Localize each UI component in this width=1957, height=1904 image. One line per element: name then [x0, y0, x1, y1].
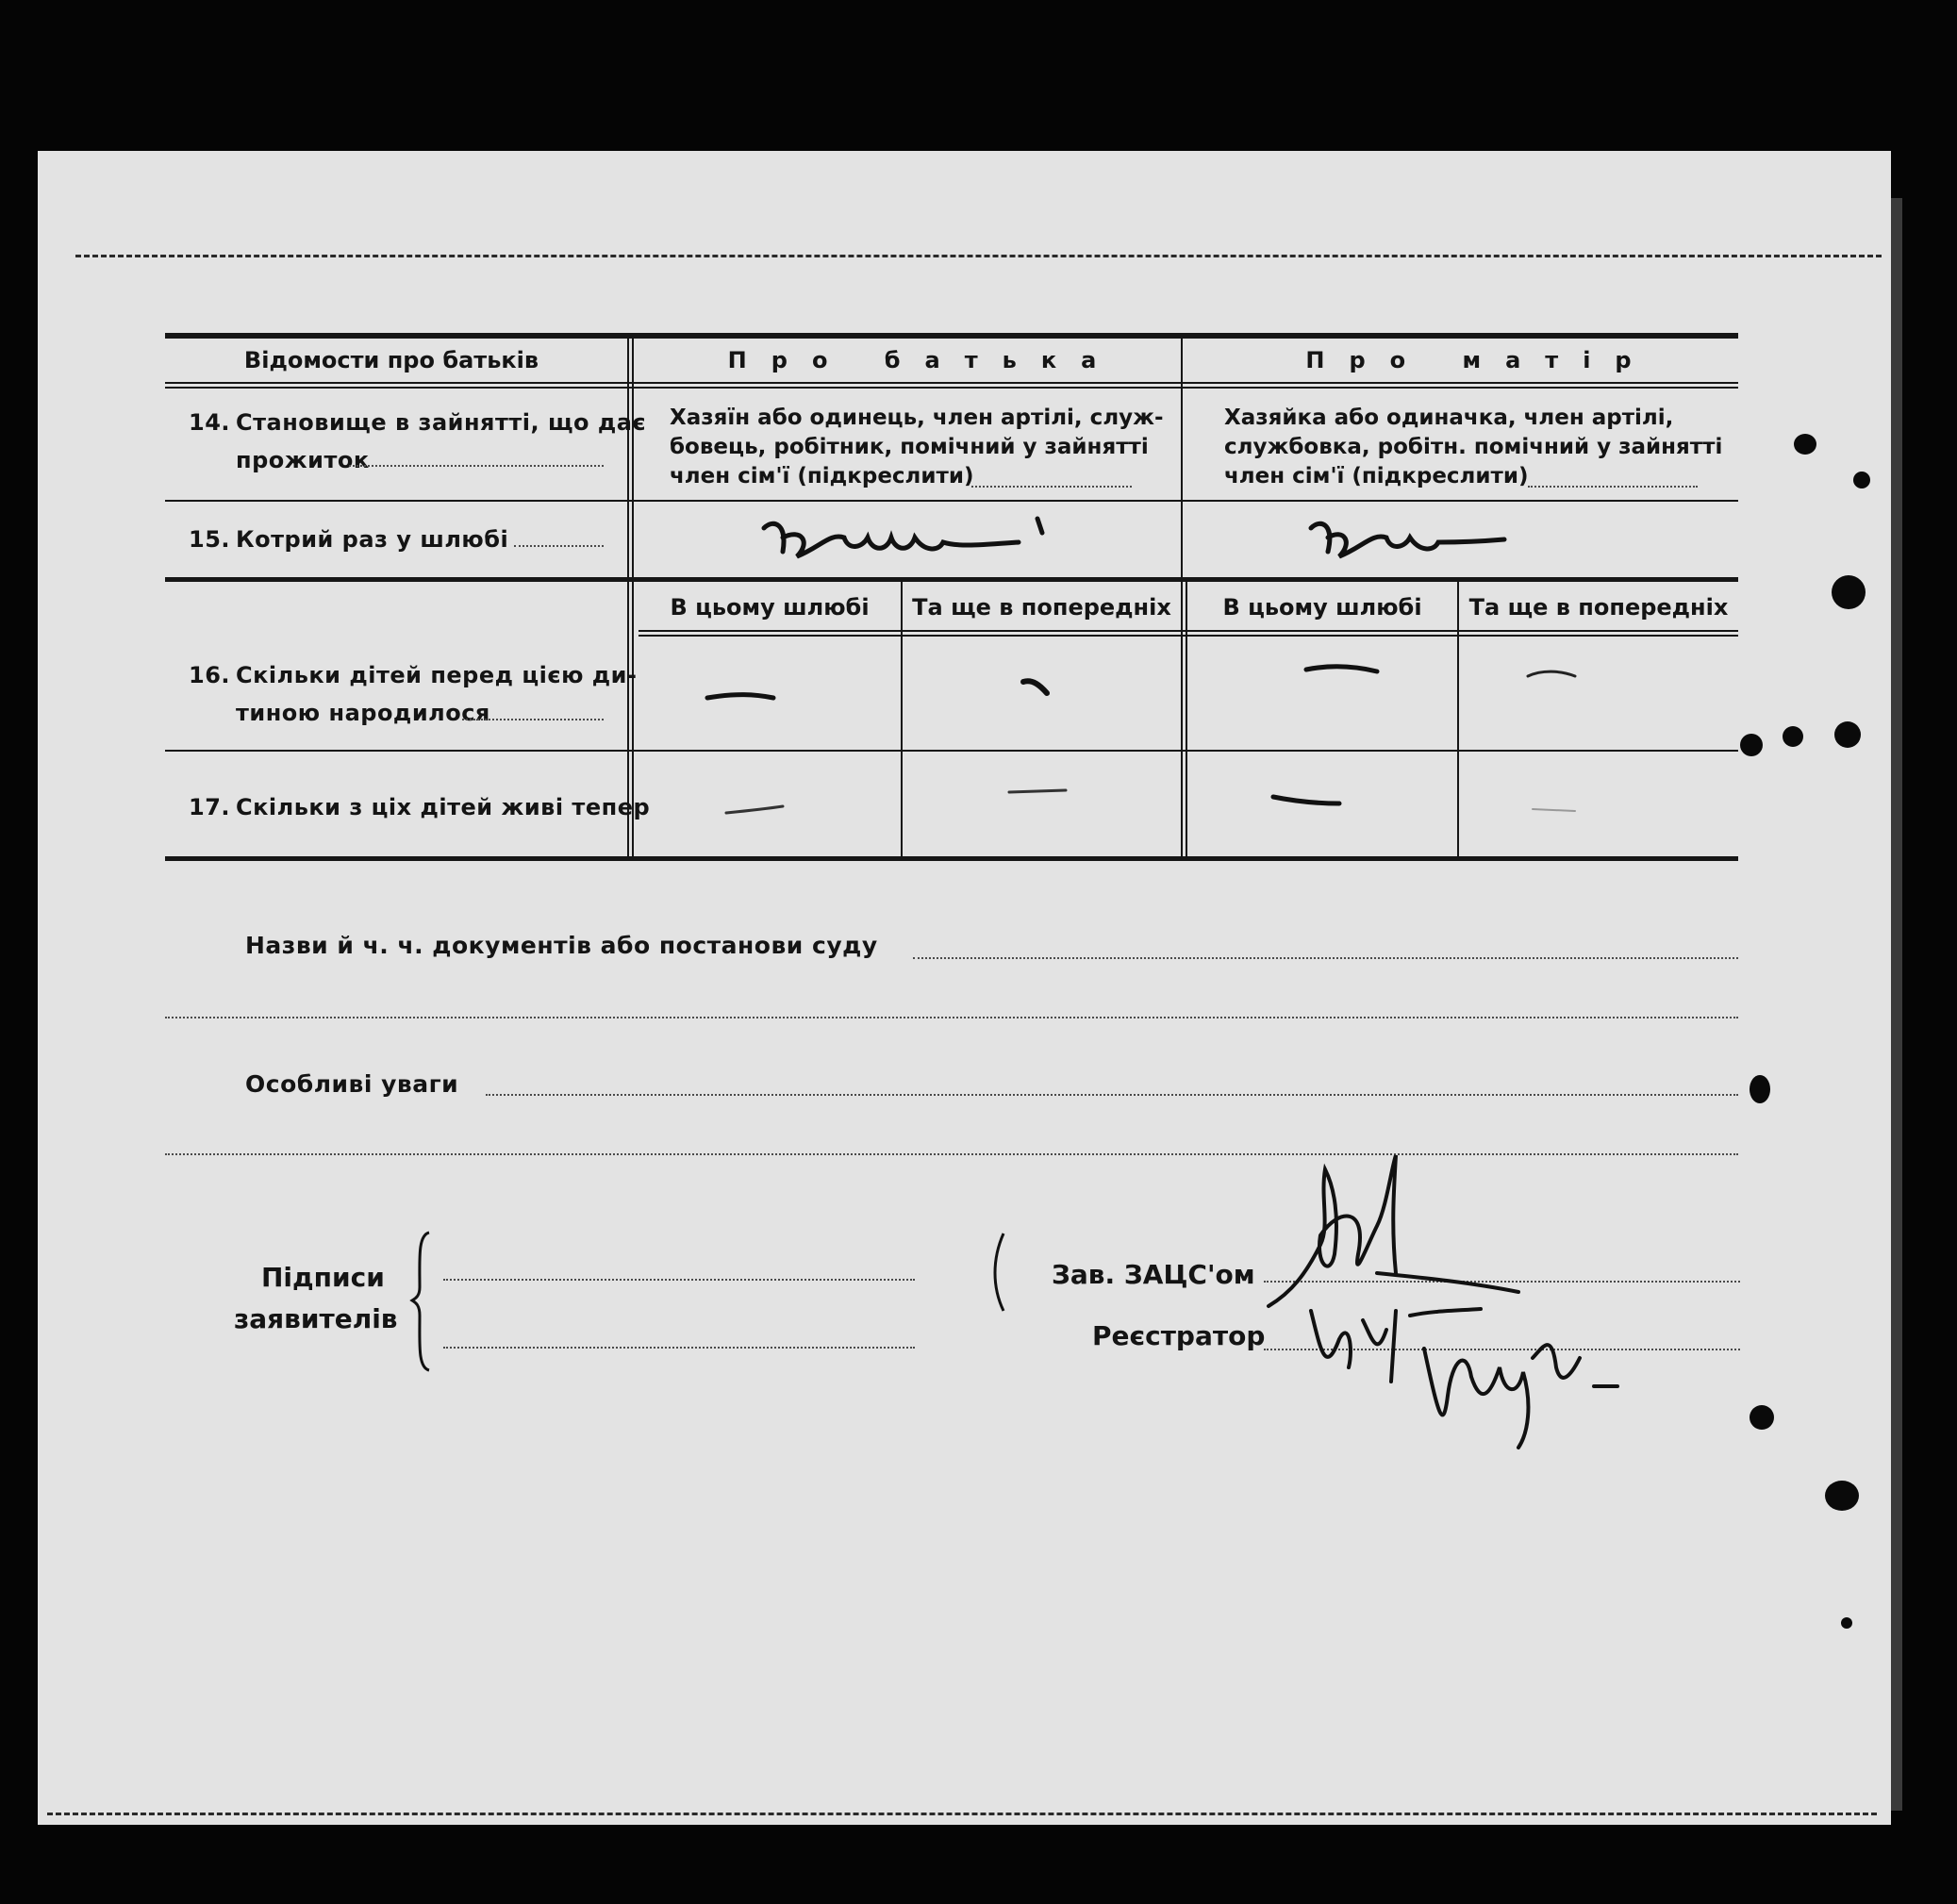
row15-label-leader	[514, 545, 604, 547]
dash-16-father-this	[698, 688, 811, 707]
subheader-father-prev: Та ще в попередніх	[912, 594, 1171, 621]
row15-number: 15.	[189, 526, 231, 553]
dash-16-mother-prev	[1523, 665, 1617, 684]
perforation-line	[75, 255, 1882, 257]
col-divider-father-sub	[901, 582, 903, 861]
row14-mother-2: службовка, робітн. помічний у зайнятті	[1224, 435, 1723, 459]
remarks-label: Особливі уваги	[245, 1070, 459, 1098]
punch-hole	[1825, 1481, 1859, 1511]
row14-father-leader	[971, 486, 1132, 488]
header-bottom-rule	[165, 382, 1738, 384]
dash-16-father-prev	[1014, 674, 1089, 703]
row14-label-leader	[349, 465, 604, 467]
header-mother: Про матір	[1305, 347, 1656, 373]
handwriting-mother-marriage-count	[1292, 500, 1575, 585]
row16-label-2: тиною народилося	[236, 700, 490, 726]
row16-bottom-rule	[165, 750, 1738, 752]
bottom-perforation-line	[47, 1813, 1877, 1815]
punch-hole	[1794, 434, 1816, 455]
registrar-signature	[1283, 1292, 1698, 1452]
applicants-signatures-label-2: заявителів	[234, 1303, 398, 1334]
subheader-father-this: В цьому шлюбі	[670, 594, 870, 621]
punch-hole	[1841, 1617, 1852, 1629]
row14-label-2: прожиток	[236, 447, 370, 473]
documents-line-2[interactable]	[165, 1017, 1738, 1018]
row14-label-1: Становище в зайнятті, що дає	[236, 409, 647, 436]
subheader-mother-this: В цьому шлюбі	[1222, 594, 1422, 621]
row15-label: Котрий раз у шлюбі	[236, 526, 509, 553]
punch-hole	[1750, 1405, 1774, 1430]
subheader-mother-prev: Та ще в попередніх	[1468, 594, 1729, 621]
punch-hole	[1750, 1075, 1770, 1103]
sheet-right-edge	[1891, 198, 1902, 1811]
subheader-bottom-rule-2	[639, 635, 1738, 637]
header-father: Про батька	[727, 347, 1121, 373]
header-info: Відомости про батьків	[243, 347, 539, 373]
head-zags-label: Зав. ЗАЦС'ом	[1052, 1259, 1255, 1290]
dash-17-mother-this	[1269, 792, 1382, 811]
row16-label-leader	[462, 719, 604, 720]
row17-number: 17.	[189, 794, 231, 820]
col-divider-2	[1181, 339, 1183, 861]
dash-17-father-prev	[1004, 783, 1099, 802]
table-bottom-border	[165, 856, 1738, 861]
dash-17-father-this	[721, 802, 816, 820]
punch-hole	[1740, 734, 1763, 756]
row17-label: Скільки з ціх дітей живі тепер	[236, 794, 651, 820]
row14-mother-3: член сім'ї (підкреслити)	[1224, 464, 1529, 488]
row16-label-1: Скільки дітей перед цією ди-	[236, 662, 638, 688]
applicant-signature-line-1[interactable]	[443, 1279, 915, 1281]
col-divider-mother-sub	[1457, 582, 1459, 861]
applicants-brace	[410, 1231, 439, 1372]
punch-hole	[1832, 575, 1866, 609]
left-paren-mark	[990, 1231, 1009, 1316]
row14-mother-leader	[1528, 486, 1698, 488]
subheader-bottom-rule	[639, 630, 1738, 632]
applicant-signature-line-2[interactable]	[443, 1347, 915, 1349]
form-sheet	[38, 151, 1891, 1825]
documents-line-1[interactable]	[913, 957, 1738, 959]
dash-17-mother-prev	[1528, 802, 1622, 820]
punch-hole	[1834, 721, 1861, 748]
punch-hole	[1783, 726, 1803, 747]
punch-hole	[1853, 472, 1870, 488]
row14-father-2: бовець, робітник, помічний у зайнятті	[670, 435, 1149, 459]
row14-mother-1: Хазяйка або одиначка, член артілі,	[1224, 406, 1674, 430]
row14-father-1: Хазяїн або одинець, член артілі, служ-	[670, 406, 1164, 430]
applicants-signatures-label-1: Підписи	[261, 1262, 385, 1293]
col-divider-2b	[1186, 582, 1187, 861]
registrar-label: Реєстратор	[1092, 1320, 1266, 1351]
row14-number: 14.	[189, 409, 231, 436]
handwriting-father-marriage-count	[755, 500, 1132, 585]
header-bottom-rule-2	[165, 387, 1738, 389]
row16-number: 16.	[189, 662, 231, 688]
table-top-border	[165, 333, 1738, 339]
dash-16-mother-this	[1302, 660, 1415, 679]
remarks-line-1[interactable]	[486, 1094, 1738, 1096]
documents-label: Назви й ч. ч. документів або постанови суду	[245, 932, 878, 959]
row14-father-3: член сім'ї (підкреслити)	[670, 464, 974, 488]
